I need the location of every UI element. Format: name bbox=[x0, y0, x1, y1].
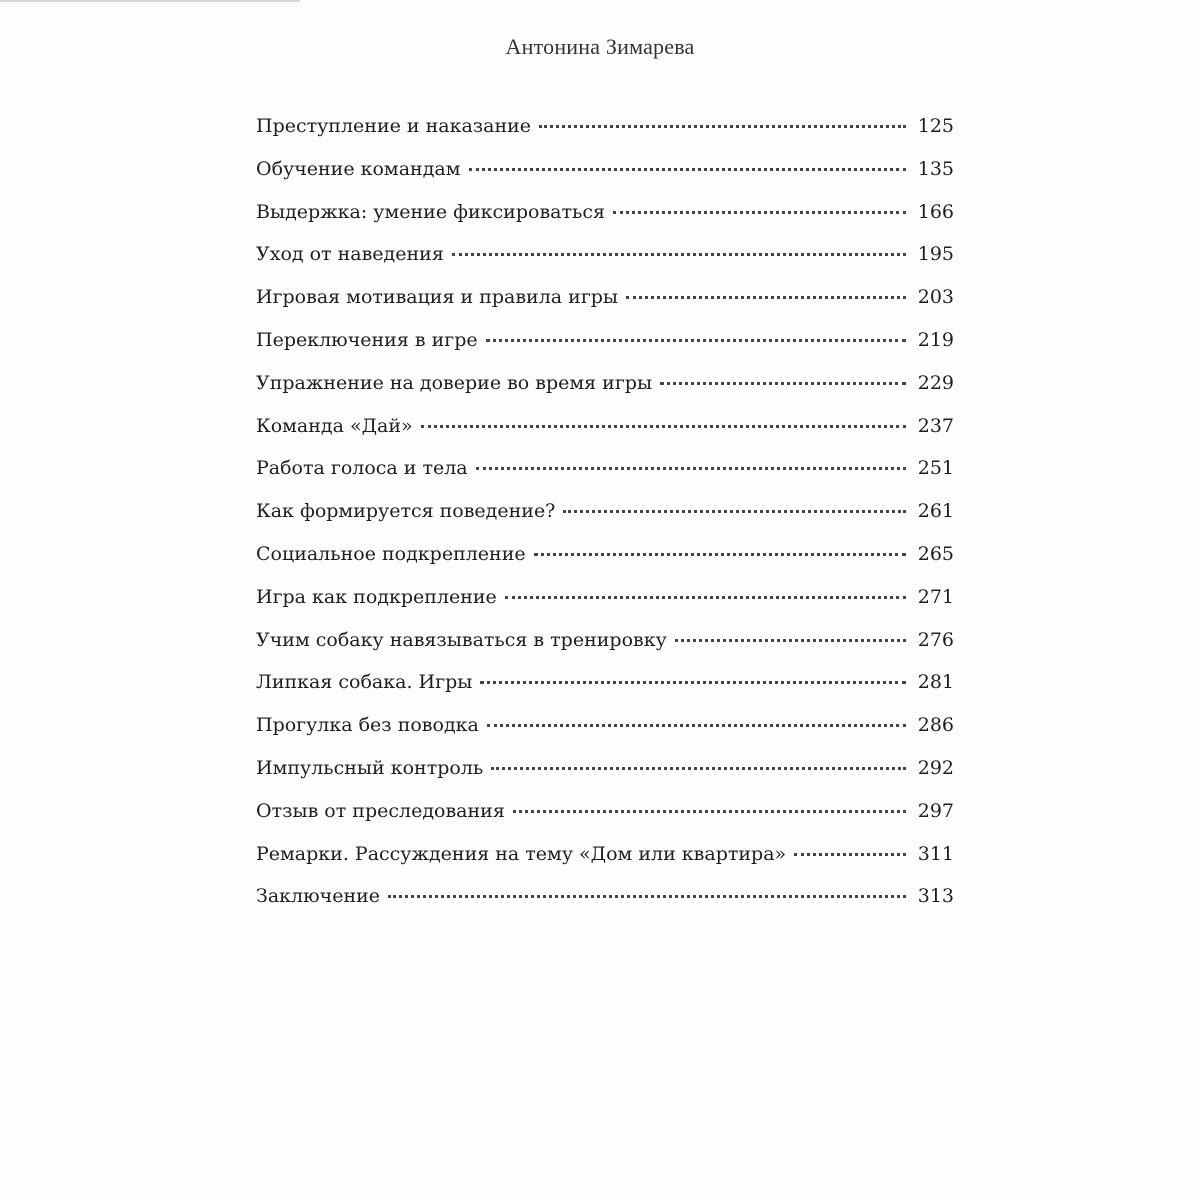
toc-dot-leader bbox=[513, 810, 906, 813]
toc-dot-leader bbox=[476, 467, 906, 470]
toc-entry bbox=[256, 661, 954, 704]
toc-entry-title: Заключение bbox=[256, 885, 381, 908]
toc-entry bbox=[256, 447, 954, 490]
toc-entry-page-number: 166 bbox=[917, 200, 954, 223]
toc-entry bbox=[256, 704, 954, 747]
toc-entry-page-number: 135 bbox=[917, 157, 954, 180]
toc-entry bbox=[256, 105, 954, 148]
toc-entry bbox=[256, 490, 954, 533]
toc-entry-title: Игра как подкрепление bbox=[256, 585, 497, 608]
toc-dot-leader bbox=[660, 382, 906, 385]
toc-entry-page-number: 311 bbox=[917, 842, 954, 865]
toc-entry bbox=[256, 276, 954, 319]
toc-entry-title: Выдержка: умение фиксироваться bbox=[256, 200, 605, 223]
toc-entry-title: Преступление и наказание bbox=[256, 115, 532, 137]
toc-entry bbox=[256, 619, 954, 662]
toc-entry bbox=[256, 747, 954, 790]
toc-dot-leader bbox=[452, 253, 906, 256]
toc-dot-leader bbox=[563, 510, 905, 513]
toc-dot-leader bbox=[675, 639, 906, 642]
toc-entry-title: Игровая мотивация и правила игры bbox=[256, 286, 619, 309]
toc-entry bbox=[256, 148, 954, 191]
toc-entry-title: Прогулка без поводка bbox=[256, 714, 479, 737]
toc-dot-leader bbox=[487, 724, 906, 727]
toc-dot-leader bbox=[480, 681, 905, 684]
toc-entry-page-number: 237 bbox=[917, 414, 954, 437]
toc-entry-title: Липкая собака. Игры bbox=[256, 671, 473, 694]
toc-dot-leader bbox=[505, 596, 906, 599]
toc-entry bbox=[256, 191, 954, 234]
running-head-author: Антонина Зимарева bbox=[505, 34, 695, 59]
toc-entry-page-number: 297 bbox=[917, 799, 954, 822]
toc-dot-leader bbox=[534, 553, 906, 556]
toc-entry-title: Команда «Дай» bbox=[256, 414, 413, 437]
toc-entry bbox=[256, 405, 954, 448]
toc-dot-leader bbox=[613, 211, 906, 214]
toc-dot-leader bbox=[539, 125, 906, 128]
toc-entry-page-number: 195 bbox=[917, 243, 954, 266]
toc-dot-leader bbox=[469, 168, 906, 171]
toc-entry-title: Работа голоса и тела bbox=[256, 457, 468, 480]
toc-entry-title: Обучение командам bbox=[256, 157, 461, 180]
toc-entry bbox=[256, 533, 954, 576]
toc-entry-page-number: 251 bbox=[917, 457, 954, 480]
table-of-contents bbox=[256, 105, 954, 918]
top-edge-rule bbox=[0, 0, 300, 2]
toc-entry-page-number: 271 bbox=[917, 585, 954, 608]
toc-entry-title: Отзыв от преследования bbox=[256, 799, 505, 822]
toc-entry bbox=[256, 319, 954, 362]
toc-dot-leader bbox=[421, 425, 906, 428]
toc-entry-title: Учим собаку навязываться в тренировку bbox=[256, 628, 667, 651]
toc-entry-page-number: 292 bbox=[917, 756, 954, 779]
toc-entry-page-number: 286 bbox=[917, 714, 954, 737]
toc-entry-page-number: 229 bbox=[917, 371, 954, 394]
toc-dot-leader bbox=[626, 296, 906, 299]
toc-entry-page-number: 219 bbox=[917, 328, 954, 351]
toc-entry bbox=[256, 833, 954, 876]
toc-entry-page-number: 203 bbox=[917, 286, 954, 309]
toc-entry bbox=[256, 790, 954, 833]
toc-entry-page-number: 276 bbox=[917, 628, 954, 651]
toc-entry-title: Уход от наведения bbox=[256, 243, 444, 266]
toc-entry-title: Импульсный контроль bbox=[256, 756, 484, 779]
toc-entry bbox=[256, 875, 954, 918]
toc-entry-page-number: 313 bbox=[917, 885, 954, 908]
toc-entry bbox=[256, 576, 954, 619]
toc-entry-page-number: 125 bbox=[917, 115, 954, 137]
toc-entry-page-number: 281 bbox=[917, 671, 954, 694]
toc-entry-title: Переключения в игре bbox=[256, 328, 478, 351]
toc-entry-page-number: 261 bbox=[917, 500, 954, 523]
toc-entry-title: Социальное подкрепление bbox=[256, 542, 526, 565]
toc-entry-title: Упражнение на доверие во время игры bbox=[256, 371, 653, 394]
toc-entry bbox=[256, 233, 954, 276]
toc-dot-leader bbox=[388, 895, 906, 898]
toc-dot-leader bbox=[794, 853, 906, 856]
toc-dot-leader bbox=[491, 767, 905, 770]
toc-entry bbox=[256, 362, 954, 405]
toc-entry-title: Ремарки. Рассуждения на тему «Дом или квартира» bbox=[256, 842, 787, 865]
toc-dot-leader bbox=[486, 339, 906, 342]
toc-entry-page-number: 265 bbox=[917, 542, 954, 565]
toc-entry-title: Как формируется поведение? bbox=[256, 500, 556, 523]
